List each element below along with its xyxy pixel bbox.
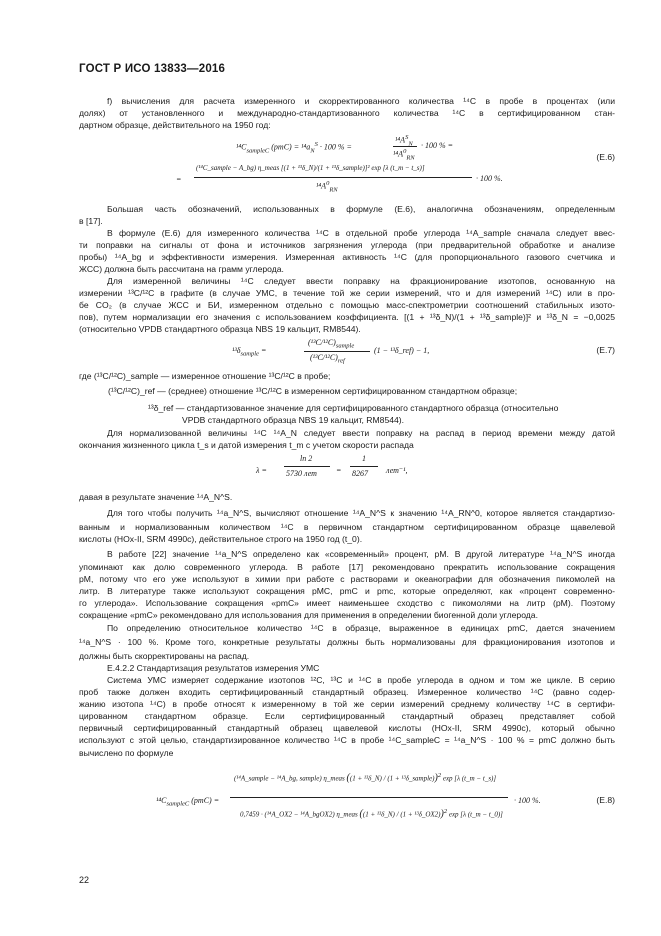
- para-work-line-3: pM, потому что его уже используют в химии при работе с растворами и океанографии для обозначения пикомолей на: [79, 574, 615, 584]
- eq-lambda-bar1: [284, 466, 330, 467]
- eq8-num: (¹⁴A_sample − ¹⁴A_bg, sample) η_meas ((1 + ¹³δ_N) / (1 + ¹³δ_sample))$^2$ exp [λ (t_m − t_s)]: [234, 772, 497, 784]
- page-header: ГОСТ Р ИСО 13833—2016: [79, 63, 226, 75]
- where-3: ¹³δ_ref — стандартизованное значение для сертифицированного стандартного образца (относительно: [148, 403, 559, 413]
- eq7-number: (E.7): [596, 345, 615, 355]
- page-number: 22: [79, 875, 90, 885]
- para-obtain-line-1: Для того чтобы получить ¹⁴a_N^S, вычисляют отношение ¹⁴A_N^S к значению ¹⁴A_RN^0, которое является стандартизо-: [107, 508, 615, 518]
- para-measured-line-1: Для измеренной величины ¹⁴C следует ввести поправку на фракционирование изотопов, основанную на: [107, 276, 615, 286]
- para-obtain-line-2: ванным и нормализованным количеством ¹⁴C в первичном стандартном сертифицированном образце щавелевой: [79, 522, 615, 532]
- eq6-line2-tail: · 100 %.: [476, 174, 503, 183]
- para-work-line-4: литр. В литературе также используют сокращения pMC, pmC и pmc, которые определяют, как «процент современно-: [79, 586, 615, 596]
- para-formula-line-2: ти поправки на сигналы от фона и источников загрязнения углерода (при предварительной обработке и анализе: [79, 240, 615, 250]
- eq-lambda-lhs: λ =: [256, 466, 267, 475]
- subsection-title: E.4.2.2 Стандартизация результатов измерения УМС: [107, 663, 320, 673]
- eq6-frac2-num: (¹⁴C_sample − A_bg) η_meas [(1 + ¹³δ_N)/(1 + ¹³δ_sample)]² exp [λ (t_m − t_s)]: [196, 164, 425, 172]
- eq-lambda-den1: 5730 лет: [286, 469, 317, 478]
- para-ams-line-3: жанию изотопа ¹⁴C) в пробе относят к измеренному в той же серии измерений среднему количеству ¹⁴C в сертифи-: [79, 699, 615, 709]
- eq7-num: $(^{13}C/^{12}C)_{sample}$: [308, 338, 355, 350]
- eq-lambda-num2: 1: [362, 454, 366, 463]
- where-2: (¹³C/¹²C)_ref — (среднее) отношение ¹³C/¹²C в измеренном сертифицированном стандартном образце;: [108, 386, 518, 396]
- para-ams-line-5: первичный сертифицированный стандартный образец щавелевой кислоты (HOx-II, SRM 4990c), который обычно: [79, 723, 615, 733]
- where-1: где (¹³C/¹²C)_sample — измеренное отношение ¹³C/¹²C в пробе;: [79, 371, 331, 381]
- eq7-tail: (1 − ¹³δ_ref) − 1,: [374, 346, 430, 355]
- para-decay-line-2: окончания жизненного цикла t_s и датой измерения t_m с учетом скорости распада: [79, 440, 414, 450]
- para-measured-line-4: пов), путем нормализации его значения с использованием коэффициента. [(1 + ¹³δ_N)/(1 + ¹³δ_sample)]² и ¹³δ_N = −0,0025: [79, 312, 615, 322]
- para-formula-line-1: В формуле (E.6) для измеренного количества ¹⁴C в отдельной пробе углерода ¹⁴A_sample сначала следует ввес-: [107, 228, 615, 238]
- eq8-den: 0,7459 · (¹⁴A_OX2 − ¹⁴A_bgOX2) η_meas ((1 + ¹³δ_N) / (1 + ¹³δ_OX2))$^2$ exp [λ (t_m − t_0)]: [240, 808, 503, 820]
- para-work-line-1: В работе [22] значение ¹⁴a_N^S определено как «современный» процент, pM. В другой литературе ¹⁴a_N^S иногда: [107, 549, 615, 559]
- para-ams-line-1: Система УМС измеряет содержание изотопов ¹²C, ¹³C и ¹⁴C в пробе углерода в одном и том же цикле. В серию: [107, 675, 615, 685]
- where-4: VPDB стандартного образца NBS 19 кальцит, RM8544).: [182, 415, 405, 425]
- para-result: давая в результате значение ¹⁴A_N^S.: [79, 492, 233, 502]
- para-def-line-2: ¹⁴a_N^S · 100 %. Кроме того, конкретные результаты должны быть нормализованы для фракционирования изотопов и: [79, 637, 615, 647]
- para-obtain-line-3: кислоты (HOx-II, SRM 4990c), действительное строго на 1950 год (t_0).: [79, 534, 363, 544]
- eq-lambda-bar2: [350, 466, 378, 467]
- eq-lambda-eq: =: [336, 466, 342, 475]
- para-formula-line-3: пробы) ¹⁴A_bg и эффективности измерения. Измеренная активность ¹⁴C (для пропорционального газового счетчика и: [79, 252, 615, 262]
- para-measured-line-5: (относительно VPDB стандартного образца NBS 19 кальцит, RM8544).: [79, 324, 361, 334]
- eq-lambda-unit: лет⁻¹,: [386, 466, 408, 475]
- eq6-line1-tail: · 100 % =: [421, 141, 454, 150]
- eq7-lhs: $^{13}\delta_{sample}$ =: [232, 346, 267, 358]
- para-def-line-3: должны быть скорректированы на распад.: [79, 651, 250, 661]
- eq8-lhs: $^{14}C_{sampleC}$ (pmC) =: [156, 796, 220, 808]
- para-work-line-6: сокращение «pmC» рекомендовано для использования для применения в определении биогенной доли углерода.: [79, 610, 538, 620]
- eq6-frac1-bar: [393, 146, 417, 147]
- eq8-bar: [230, 797, 508, 798]
- eq6-frac1-num: $^{14}A^S_N$: [395, 134, 413, 148]
- para-f-line-2: долях) от установленного и международно-стандартизованного количества ¹⁴C в сертифицированном стан-: [79, 108, 615, 118]
- para-ams-line-2: проб также должен входить сертифицированный стандартный образец. Измеренное количество ¹⁴C (равно содер-: [79, 687, 615, 697]
- eq6-number: (E.6): [596, 152, 615, 162]
- para-most-line-1: Большая часть обозначений, использованных в формуле (E.6), аналогична обозначениям, определенным: [107, 204, 615, 214]
- para-decay-line-1: Для нормализованной величины ¹⁴C ¹⁴A_N следует ввести поправку на распад в период времени между датой: [107, 428, 615, 438]
- eq-lambda-num1: ln 2: [300, 454, 313, 463]
- eq6-line2-eq: =: [176, 175, 182, 184]
- eq8-tail: · 100 %.: [514, 796, 541, 805]
- para-measured-line-3: бе CO₂ (в случае ЖСС и БИ, измеренном отдельно с помощью масс-спектрометрии соотношений стабильных изото-: [79, 300, 615, 310]
- para-work-line-2: упоминают как долю современного углерода. В работе [17] рекомендовано прекратить использование сокращения: [79, 562, 615, 572]
- eq6-frac2-bar: [194, 177, 472, 178]
- para-formula-line-4: ЖСС) должна быть рассчитана на грамм углерода.: [79, 264, 284, 274]
- para-measured-line-2: измерении ¹³C/¹²C в графите (в случае УМС, в течение той же серии измерений, что и для измерений ¹⁴C) или в про-: [79, 288, 615, 298]
- para-ams-line-4: цированном стандартном образце. Если сертифицированный стандартный образец представляет собой: [79, 711, 615, 721]
- para-f-line-3: дартном образце, действительного на 1950 год:: [79, 120, 271, 130]
- para-ams-line-7: вычислено по формуле: [79, 748, 174, 758]
- eq-lambda-den2: 8267: [352, 469, 368, 478]
- eq8-number: (E.8): [596, 795, 615, 805]
- eq7-bar: [304, 351, 370, 352]
- para-work-line-5: го углерода». Использование сокращения «pmC» имеет наименьшее сходство с пикомолями на литр (pM). Поэтому: [79, 598, 615, 608]
- eq6-frac1-den: $^{14}A^0_{RN}$: [393, 148, 415, 162]
- para-ams-line-6: используют с этой целью, стандартизированное количество ¹⁴C в пробе ¹⁴C_sampleC = ¹⁴a_N^S · 100 % = pmC должно быть: [79, 735, 615, 745]
- eq6-line1: $^{14}C_{sampleC}$ $(pmC) = ^{14}a_N^S \cdot 100$ % =: [236, 141, 352, 155]
- para-f-line-1: f) вычисления для расчета измеренного и скорректированного количества ¹⁴C в пробе в процентах (или: [107, 96, 615, 106]
- para-def-line-1: По определению относительное количество ¹⁴C в образце, выраженное в единицах pmC, дается значением: [107, 623, 615, 633]
- eq6-frac2-den: $^{14}A^0_{RN}$: [316, 180, 338, 194]
- para-most-line-2: в [17].: [79, 216, 103, 226]
- eq7-den: $(^{13}C/^{12}C)_{ref}$: [310, 353, 345, 365]
